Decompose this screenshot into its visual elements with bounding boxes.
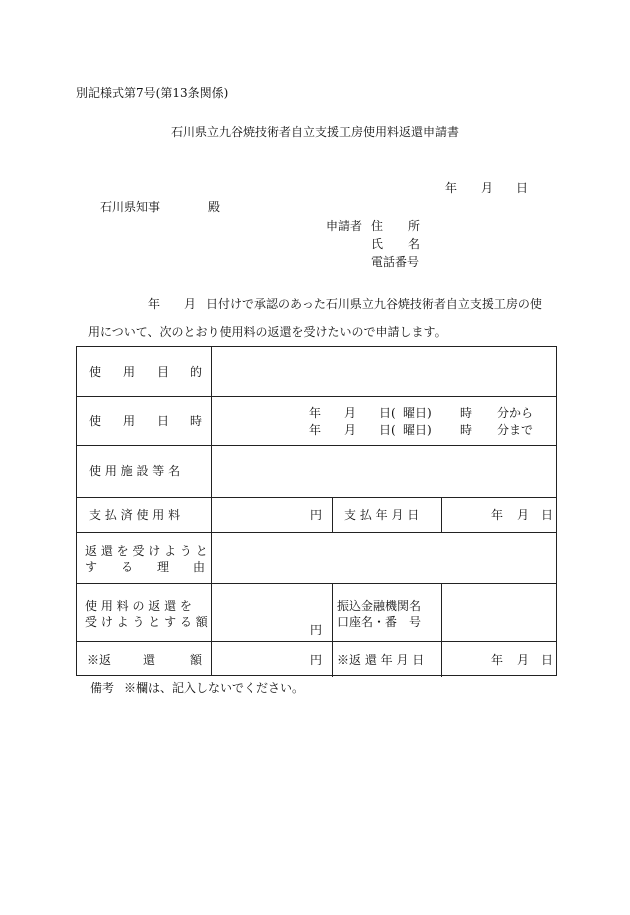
applicant-name-1: 氏 (371, 237, 384, 251)
refund-year: 年 (491, 653, 504, 667)
column-divider (441, 497, 442, 533)
payment-year: 年 (491, 508, 504, 522)
row-divider (77, 532, 556, 533)
application-table (76, 346, 557, 676)
refund-request-yen: 円 (310, 623, 323, 637)
row-divider (77, 641, 556, 642)
column-divider (332, 497, 333, 533)
body-month: 月 (184, 297, 197, 311)
date-year: 年 (445, 181, 458, 195)
payment-day: 日 (541, 508, 554, 522)
reason-label-2b: る (121, 560, 134, 574)
refund-month: 月 (517, 653, 530, 667)
reason-label-2d: 由 (193, 560, 206, 574)
applicant-label: 申請者 (326, 219, 363, 233)
refund-day: 日 (541, 653, 554, 667)
applicant-name-2: 名 (408, 237, 421, 251)
datetime-label-1: 使 (89, 414, 102, 428)
date-day: 日 (516, 181, 529, 195)
applicant-phone: 電話番号 (371, 255, 420, 269)
purpose-label-1: 使 (89, 365, 102, 379)
column-divider (332, 583, 333, 677)
refund-amount-label-2: 還 (143, 653, 156, 667)
refund-request-label-2: 受 け よ う と す る 額 (85, 615, 208, 629)
form-number: 別記様式第7号(第13条関係) (76, 86, 229, 100)
bank-label-2: 口座名・番 号 (337, 615, 422, 629)
from-month: 月 (344, 406, 357, 420)
reason-label-1: 返 還 を 受 け よ う と (85, 544, 208, 558)
purpose-label-2: 用 (123, 365, 136, 379)
body-line-1: 日付けで承認のあった石川県立九谷焼技術者自立支援工房の使 (206, 297, 542, 311)
row-divider (77, 396, 556, 397)
to-hour: 時 (460, 423, 473, 437)
reason-label-2c: 理 (157, 560, 170, 574)
to-minute: 分まで (497, 423, 534, 437)
addressee-honorific: 殿 (208, 200, 221, 214)
reason-label-2a: す (85, 560, 98, 574)
purpose-label-3: 目 (157, 365, 170, 379)
facility-label: 使 用 施 設 等 名 (89, 464, 181, 478)
remarks-text: ※欄は、記入しないでください。 (124, 681, 305, 695)
column-divider (211, 347, 212, 675)
refund-request-label-1: 使 用 料 の 返 還 を (85, 599, 192, 613)
to-year: 年 (309, 423, 322, 437)
from-day: 日( (379, 406, 396, 420)
refund-amount-label-1: ※返 (87, 653, 112, 667)
from-minute: 分から (497, 406, 534, 420)
row-divider (77, 583, 556, 584)
datetime-label-3: 日 (157, 414, 170, 428)
date-month: 月 (481, 181, 494, 195)
applicant-address-1: 住 (371, 219, 384, 233)
to-weekday: 曜日) (403, 423, 432, 437)
body-year: 年 (148, 297, 161, 311)
row-divider (77, 445, 556, 446)
from-weekday: 曜日) (403, 406, 432, 420)
document-title-text: 石川県立九谷焼技術者自立支援工房使用料返還申請書 (170, 125, 459, 139)
row-divider (77, 497, 556, 498)
column-divider (441, 583, 442, 677)
datetime-label-2: 用 (123, 414, 136, 428)
document-title (0, 125, 630, 139)
paid-fee-label: 支 払 済 使 用 料 (89, 508, 181, 522)
to-month: 月 (344, 423, 357, 437)
addressee-name: 石川県知事 (100, 200, 161, 214)
payment-date-label: 支 払 年 月 日 (344, 508, 420, 522)
body-line-2: 用について、次のとおり使用料の返還を受けたいので申請します。 (88, 325, 447, 339)
purpose-label-4: 的 (190, 365, 203, 379)
to-day: 日( (379, 423, 396, 437)
refund-amount-label-3: 額 (190, 653, 203, 667)
datetime-label-4: 時 (190, 414, 203, 428)
refund-amount-yen: 円 (310, 653, 323, 667)
applicant-address-2: 所 (408, 219, 421, 233)
bank-label-1: 振込金融機関名 (337, 599, 422, 613)
refund-date-label: ※返 還 年 月 日 (337, 653, 425, 667)
paid-fee-yen: 円 (310, 508, 323, 522)
remarks-label: 備考 (90, 681, 115, 695)
from-year: 年 (309, 406, 322, 420)
from-hour: 時 (460, 406, 473, 420)
payment-month: 月 (517, 508, 530, 522)
